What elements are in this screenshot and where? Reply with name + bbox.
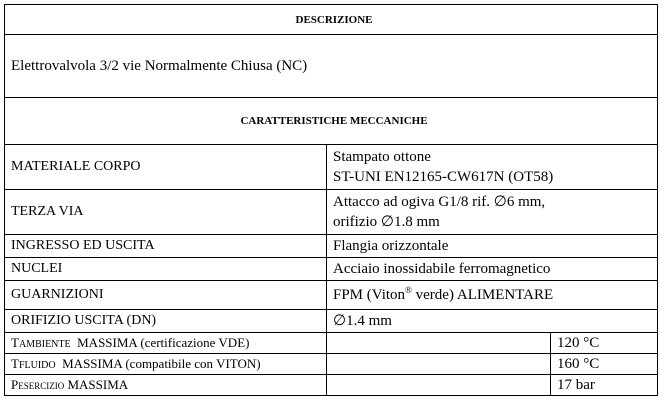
materiale-corpo-value-line2: ST-UNI EN12165-CW617N (OT58) [333,169,554,185]
guarnizioni-label: GUARNIZIONI [5,281,327,310]
t-fluido-label [5,354,327,375]
descrizione-row [5,35,658,98]
p-esercizio-symbol: P [11,377,19,392]
guarnizioni-value-before: FPM (Viton [333,287,406,303]
guarnizioni-value-after: verde) ALIMENTARE [411,287,554,303]
terza-via-value-line1: Attacco ad ogiva G1/8 rif. ∅6 mm, [333,194,546,210]
orifizio-uscita-value: ∅1.4 mm [327,310,658,333]
ingresso-uscita-value: Flangia orizzontale [327,235,658,258]
row-p-esercizio [5,375,658,396]
p-esercizio-subscript: ESERCIZIO [18,381,65,391]
p-esercizio-rest: MASSIMA [64,377,129,392]
materiale-corpo-label: MATERIALE CORPO [5,145,327,190]
descrizione-text: Elettrovalvola 3/2 vie Normalmente Chiusa (NC) [5,35,658,98]
terza-via-value [327,190,658,235]
t-fluido-empty-cell [327,354,551,375]
nuclei-value: Acciaio inossidabile ferromagnetico [327,258,658,281]
t-ambiente-label [5,333,327,354]
t-ambiente-symbol: T [11,335,19,350]
row-terza-via [5,190,658,235]
terza-via-value-line2: orifizio ∅1.8 mm [333,214,440,230]
ingresso-uscita-label: INGRESSO ED USCITA [5,235,327,258]
p-esercizio-empty-cell [327,375,551,396]
row-orifizio-uscita [5,310,658,333]
caratteristiche-header: CARATTERISTICHE MECCANICHE [5,98,658,145]
p-esercizio-label [5,375,327,396]
t-ambiente-subscript: AMBIENTE [18,339,71,350]
t-ambiente-rest: MASSIMA (certificazione VDE) [70,335,250,350]
descrizione-header: DESCRIZIONE [5,5,658,35]
p-esercizio-value: 17 bar [551,375,658,396]
row-t-fluido [5,354,658,375]
spec-table [4,4,658,396]
descrizione-header-row [5,5,658,35]
materiale-corpo-value [327,145,658,190]
t-fluido-subscript: FLUIDO [18,360,56,371]
t-ambiente-empty-cell [327,333,551,354]
t-fluido-value: 160 °C [551,354,658,375]
t-fluido-rest: MASSIMA (compatibile con VITON) [55,356,261,371]
registered-mark: ® [405,285,412,295]
row-materiale-corpo [5,145,658,190]
orifizio-uscita-label: ORIFIZIO USCITA (DN) [5,310,327,333]
t-ambiente-value: 120 °C [551,333,658,354]
t-fluido-symbol: T [11,356,19,371]
caratteristiche-header-row [5,98,658,145]
row-guarnizioni [5,281,658,310]
terza-via-label: TERZA VIA [5,190,327,235]
guarnizioni-value [327,281,658,310]
row-ingresso-uscita [5,235,658,258]
row-t-ambiente [5,333,658,354]
nuclei-label: NUCLEI [5,258,327,281]
materiale-corpo-value-line1: Stampato ottone [333,149,431,165]
row-nuclei [5,258,658,281]
